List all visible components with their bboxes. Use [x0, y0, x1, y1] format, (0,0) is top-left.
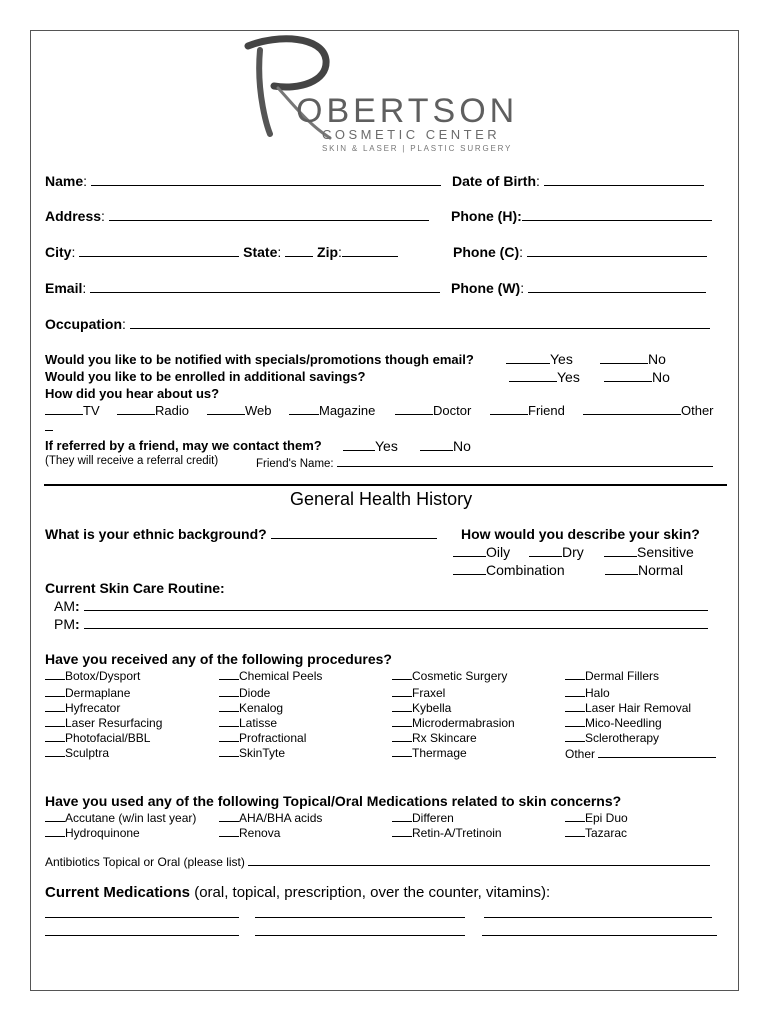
am-label: AM [54, 598, 75, 614]
medication-item[interactable] [219, 826, 280, 840]
meds-question: Have you used any of the following Topical/Oral Medications related to skin concerns? [45, 793, 622, 809]
medication-check-blank[interactable] [45, 811, 65, 822]
procedure-item[interactable] [565, 669, 659, 683]
notify-yes[interactable]: Yes [506, 351, 573, 367]
procedure-label: Thermage [412, 746, 467, 760]
procedure-check-blank[interactable] [219, 669, 239, 680]
procedure-item[interactable] [392, 731, 477, 745]
phone-c-label: Phone (C) [453, 244, 520, 260]
name-row: Name: [45, 173, 441, 189]
logo-tagline: SKIN & LASER | PLASTIC SURGERY [322, 144, 513, 153]
procedure-check-blank[interactable] [565, 686, 585, 697]
email-row: Email: [45, 280, 440, 296]
pm-field[interactable] [84, 617, 708, 629]
procedure-item[interactable] [219, 716, 277, 730]
zip-label: Zip [317, 244, 339, 260]
medication-check-blank[interactable] [565, 826, 585, 837]
medication-check-blank[interactable] [392, 826, 412, 837]
procedure-label: Latisse [239, 716, 278, 730]
state-label: State [243, 244, 278, 260]
logo-name: OBERTSON [296, 92, 519, 130]
skin-dry[interactable]: Dry [529, 544, 584, 560]
procedure-label: Halo [585, 686, 610, 700]
am-row: AM: [54, 598, 708, 614]
source-magazine[interactable]: Magazine [289, 403, 375, 418]
procedure-other-field[interactable] [598, 746, 716, 758]
procedure-check-blank[interactable] [565, 701, 585, 712]
name-label: Name [45, 173, 84, 189]
medication-label: Retin-A/Tretinoin [412, 826, 502, 840]
procedure-check-blank[interactable] [565, 731, 585, 742]
procedure-label: Other [565, 747, 596, 761]
source-friend[interactable]: Friend [490, 403, 565, 418]
procedure-item[interactable] [565, 731, 659, 745]
phone-w-row: Phone (W): [451, 280, 706, 296]
name-field[interactable] [91, 174, 441, 186]
referred-yes[interactable]: Yes [343, 438, 398, 454]
skin-combination[interactable]: Combination [453, 562, 565, 578]
procedure-check-blank[interactable] [565, 669, 585, 680]
procedure-label: Kenalog [239, 701, 284, 715]
procedures-question: Have you received any of the following procedures? [45, 651, 392, 667]
medication-check-blank[interactable] [45, 826, 65, 837]
city-field[interactable] [79, 245, 239, 257]
procedure-label: Laser Resurfacing [65, 716, 163, 730]
procedure-label: Mico-Needling [585, 716, 662, 730]
source-tv[interactable]: TV [45, 403, 100, 418]
phone-h-field[interactable] [522, 209, 712, 221]
procedure-item[interactable] [392, 746, 467, 760]
medication-item[interactable] [219, 811, 322, 825]
procedure-label: Dermal Fillers [585, 669, 660, 683]
hear-question: How did you hear about us? [45, 386, 220, 401]
medication-item[interactable] [45, 811, 196, 825]
occupation-label: Occupation [45, 316, 123, 332]
procedure-check-blank[interactable] [219, 686, 239, 697]
enroll-no[interactable]: No [604, 369, 670, 385]
procedure-check-blank[interactable] [392, 731, 412, 742]
dob-field[interactable] [544, 174, 704, 186]
friends-name-field[interactable] [337, 455, 713, 467]
phone-h-label: Phone (H) [451, 208, 518, 224]
procedure-item[interactable] [219, 686, 270, 700]
zip-field[interactable] [342, 245, 398, 257]
procedure-label: Laser Hair Removal [585, 701, 692, 715]
ethnic-label: What is your ethnic background? [45, 526, 267, 542]
ethnic-field[interactable] [271, 527, 437, 539]
referred-no[interactable]: No [420, 438, 471, 454]
procedure-item[interactable] [45, 686, 130, 700]
procedure-item[interactable] [392, 669, 507, 683]
procedure-label: Rx Skincare [412, 731, 477, 745]
procedure-item[interactable] [565, 686, 610, 700]
procedure-check-blank[interactable] [45, 746, 65, 757]
procedure-check-blank[interactable] [392, 716, 412, 727]
source-other[interactable]: Other [583, 403, 714, 418]
skin-question: How would you describe your skin? [461, 526, 700, 542]
procedure-label: Hyfrecator [65, 701, 121, 715]
procedure-label: Profractional [239, 731, 307, 745]
procedure-check-blank[interactable] [219, 716, 239, 727]
skin-oily[interactable]: Oily [453, 544, 510, 560]
source-radio[interactable]: Radio [117, 403, 189, 418]
antibiotics-field[interactable] [248, 854, 710, 866]
email-field[interactable] [90, 281, 440, 293]
procedure-check-blank[interactable] [392, 746, 412, 757]
procedure-check-blank[interactable] [219, 746, 239, 757]
phone-w-field[interactable] [528, 281, 706, 293]
medication-check-blank[interactable] [392, 811, 412, 822]
procedure-check-blank[interactable] [565, 716, 585, 727]
email-label: Email [45, 280, 83, 296]
medication-item[interactable] [565, 811, 628, 825]
procedure-label: Photofacial/BBL [65, 731, 151, 745]
address-label: Address [45, 208, 102, 224]
procedure-label: Sculptra [65, 746, 110, 760]
procedure-check-blank[interactable] [392, 701, 412, 712]
procedure-item[interactable] [45, 731, 150, 745]
procedure-check-blank[interactable] [45, 669, 65, 680]
occupation-row: Occupation: [45, 316, 710, 332]
medication-check-blank[interactable] [219, 826, 239, 837]
procedure-item[interactable] [219, 731, 306, 745]
city-label: City [45, 244, 72, 260]
procedure-check-blank[interactable] [392, 686, 412, 697]
procedure-label: SkinTyte [239, 746, 286, 760]
procedure-label: Botox/Dysport [65, 669, 141, 683]
dob-row: Date of Birth: [452, 173, 704, 189]
medication-label: Differen [412, 811, 454, 825]
pm-row: PM: [54, 616, 708, 632]
current-meds-line-6[interactable] [482, 935, 717, 936]
friends-name-label: Friend's Name: [256, 458, 334, 470]
procedure-label: Microdermabrasion [412, 716, 515, 730]
procedure-check-blank[interactable] [392, 669, 412, 680]
address-row: Address: [45, 208, 429, 224]
referred-question: If referred by a friend, may we contact them? [45, 438, 322, 453]
friends-name-row [256, 455, 713, 470]
procedure-item[interactable] [565, 746, 716, 761]
notify-question: Would you like to be notified with specials/promotions though email? [45, 352, 474, 367]
procedure-label: Cosmetic Surgery [412, 669, 508, 683]
procedure-item[interactable] [219, 701, 283, 715]
source-doctor[interactable]: Doctor [395, 403, 471, 418]
procedure-check-blank[interactable] [45, 716, 65, 727]
phone-w-label: Phone (W) [451, 280, 521, 296]
procedure-item[interactable] [45, 716, 162, 730]
stray-underline [45, 430, 53, 431]
procedure-check-blank[interactable] [45, 731, 65, 742]
procedure-item[interactable] [219, 746, 285, 760]
dob-label: Date of Birth [452, 173, 536, 189]
procedure-label: Diode [239, 686, 271, 700]
medication-check-blank[interactable] [565, 811, 585, 822]
current-meds-heading [45, 884, 550, 901]
logo-subtitle: COSMETIC CENTER [322, 127, 501, 142]
ethnic-row [45, 526, 437, 542]
procedure-label: Fraxel [412, 686, 446, 700]
procedure-label: Sclerotherapy [585, 731, 660, 745]
address-field[interactable] [109, 209, 429, 221]
medication-item[interactable] [565, 826, 627, 840]
procedure-item[interactable] [45, 701, 120, 715]
procedure-label: Kybella [412, 701, 452, 715]
current-meds-line-4[interactable] [45, 935, 239, 936]
section-divider [44, 484, 727, 486]
occupation-field[interactable] [130, 317, 710, 329]
section-title: General Health History [290, 489, 473, 509]
enroll-question: Would you like to be enrolled in additional savings? [45, 369, 366, 384]
procedure-item[interactable] [565, 716, 662, 730]
medication-label: AHA/BHA acids [239, 811, 323, 825]
procedure-label: Chemical Peels [239, 669, 323, 683]
antibiotics-row [45, 854, 710, 869]
phone-c-row: Phone (C): [453, 244, 707, 260]
antibiotics-label: Antibiotics Topical or Oral (please list) [45, 855, 245, 869]
procedure-item[interactable] [219, 669, 322, 683]
current-meds-line-5[interactable] [255, 935, 465, 936]
enroll-yes[interactable]: Yes [509, 369, 580, 385]
medication-item[interactable] [392, 811, 454, 825]
city-row: City: State: Zip: [45, 244, 398, 260]
state-field[interactable] [285, 245, 313, 257]
procedure-item[interactable] [45, 669, 140, 683]
medication-item[interactable] [392, 826, 502, 840]
procedure-item[interactable] [392, 686, 445, 700]
procedure-label: Dermaplane [65, 686, 131, 700]
source-web[interactable]: Web [207, 403, 272, 418]
skin-sensitive[interactable]: Sensitive [604, 544, 694, 560]
skin-normal[interactable]: Normal [605, 562, 683, 578]
current-meds-qualifier: (oral, topical, prescription, over the counter, vitamins): [190, 884, 551, 901]
procedure-check-blank[interactable] [219, 701, 239, 712]
procedure-check-blank[interactable] [45, 701, 65, 712]
phone-c-field[interactable] [527, 245, 707, 257]
medication-item[interactable] [45, 826, 140, 840]
am-field[interactable] [84, 599, 708, 611]
medication-label: Hydroquinone [65, 826, 140, 840]
routine-label: Current Skin Care Routine: [45, 580, 225, 596]
medication-check-blank[interactable] [219, 811, 239, 822]
medication-label: Accutane (w/in last year) [65, 811, 197, 825]
current-meds-line-3[interactable] [484, 917, 712, 918]
medication-label: Epi Duo [585, 811, 628, 825]
current-meds-label: Current Medications [45, 884, 191, 901]
current-meds-line-1[interactable] [45, 917, 239, 918]
medication-label: Renova [239, 826, 281, 840]
procedure-item[interactable] [392, 716, 515, 730]
procedure-check-blank[interactable] [45, 686, 65, 697]
current-meds-line-2[interactable] [255, 917, 465, 918]
medication-label: Tazarac [585, 826, 628, 840]
procedure-check-blank[interactable] [219, 731, 239, 742]
procedure-item[interactable] [45, 746, 109, 760]
notify-no[interactable]: No [600, 351, 666, 367]
procedure-item[interactable] [392, 701, 451, 715]
phone-h-row: Phone (H): [451, 208, 712, 224]
procedure-item[interactable] [565, 701, 691, 715]
referral-note: (They will receive a referral credit) [45, 455, 219, 467]
pm-label: PM [54, 616, 75, 632]
